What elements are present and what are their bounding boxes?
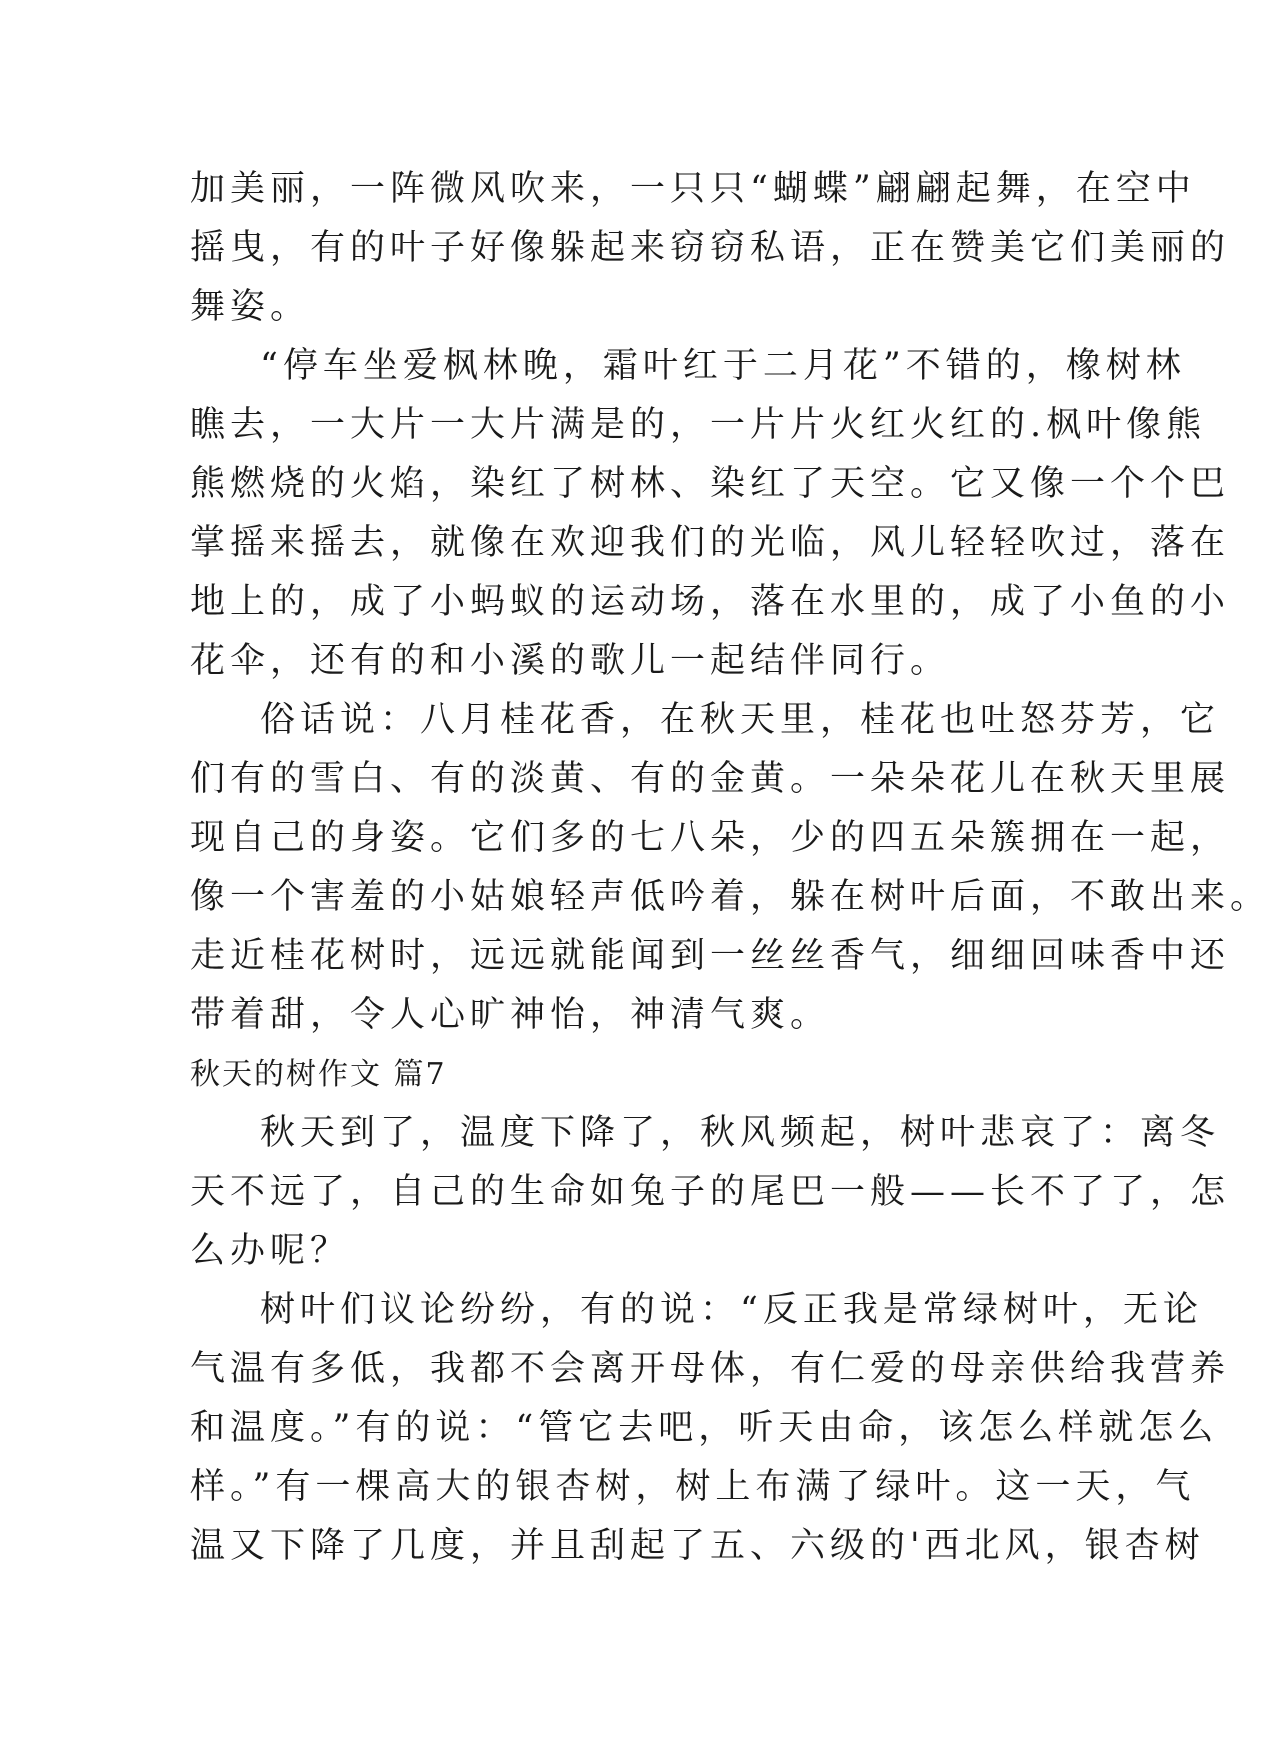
text-line: 掌摇来摇去，就像在欢迎我们的光临，风儿轻轻吹过，落在	[190, 523, 1231, 563]
text-line: 秋天到了，温度下降了，秋风频起，树叶悲哀了：离冬	[260, 1113, 1221, 1153]
text-line: 们有的雪白、有的淡黄、有的金黄。一朵朵花儿在秋天里展	[190, 759, 1231, 799]
text-line: 熊燃烧的火焰，染红了树林、染红了天空。它又像一个个巴	[190, 464, 1231, 504]
text-line: 摇曳，有的叶子好像躲起来窃窃私语，正在赞美它们美丽的	[190, 228, 1231, 268]
text-line: 样。”有一棵高大的银杏树，树上布满了绿叶。这一天，气	[190, 1467, 1196, 1507]
text-line: 气温有多低，我都不会离开母体，有仁爱的母亲供给我营养	[190, 1349, 1231, 1389]
text-line: 树叶们议论纷纷，有的说：“反正我是常绿树叶，无论	[260, 1290, 1203, 1330]
text-line: 走近桂花树时，远远就能闻到一丝丝香气，细细回味香中还	[190, 936, 1231, 976]
text-line: 带着甜，令人心旷神怡，神清气爽。	[190, 995, 831, 1035]
paragraph	[190, 691, 1270, 1045]
paragraph	[190, 337, 1231, 691]
text-line: 现自己的身姿。它们多的七八朵，少的四五朵簇拥在一起，	[190, 818, 1231, 858]
text-line: 舞姿。	[190, 287, 311, 327]
text-line: 花伞，还有的和小溪的歌儿一起结伴同行。	[190, 641, 951, 681]
section-heading: 秋天的树作文 篇7	[190, 1057, 447, 1092]
paragraph	[190, 160, 1231, 337]
text-line: 和温度。”有的说：“管它去吧，听天由命，该怎么样就怎么	[190, 1408, 1219, 1448]
document-body	[190, 160, 1270, 1576]
text-line: 么办呢？	[190, 1231, 351, 1271]
paragraph	[190, 1281, 1231, 1576]
text-line: 地上的，成了小蚂蚁的运动场，落在水里的，成了小鱼的小	[190, 582, 1231, 622]
text-line: 像一个害羞的小姑娘轻声低吟着，躲在树叶后面，不敢出来。	[190, 877, 1270, 917]
text-line: 加美丽，一阵微风吹来，一只只“蝴蝶”翩翩起舞，在空中	[190, 169, 1196, 209]
text-line: “停车坐爱枫林晚，霜叶红于二月花”不错的，橡树林	[260, 346, 1186, 386]
text-line: 俗话说：八月桂花香，在秋天里，桂花也吐怒芬芳，它	[260, 700, 1221, 740]
text-line: 温又下降了几度，并且刮起了五、六级的'西北风，银杏树	[190, 1526, 1205, 1566]
paragraph	[190, 1104, 1231, 1281]
text-line: 天不远了，自己的生命如兔子的尾巴一般——长不了了，怎	[190, 1172, 1231, 1212]
text-line: 瞧去，一大片一大片满是的，一片片火红火红的.枫叶像熊	[190, 405, 1207, 445]
